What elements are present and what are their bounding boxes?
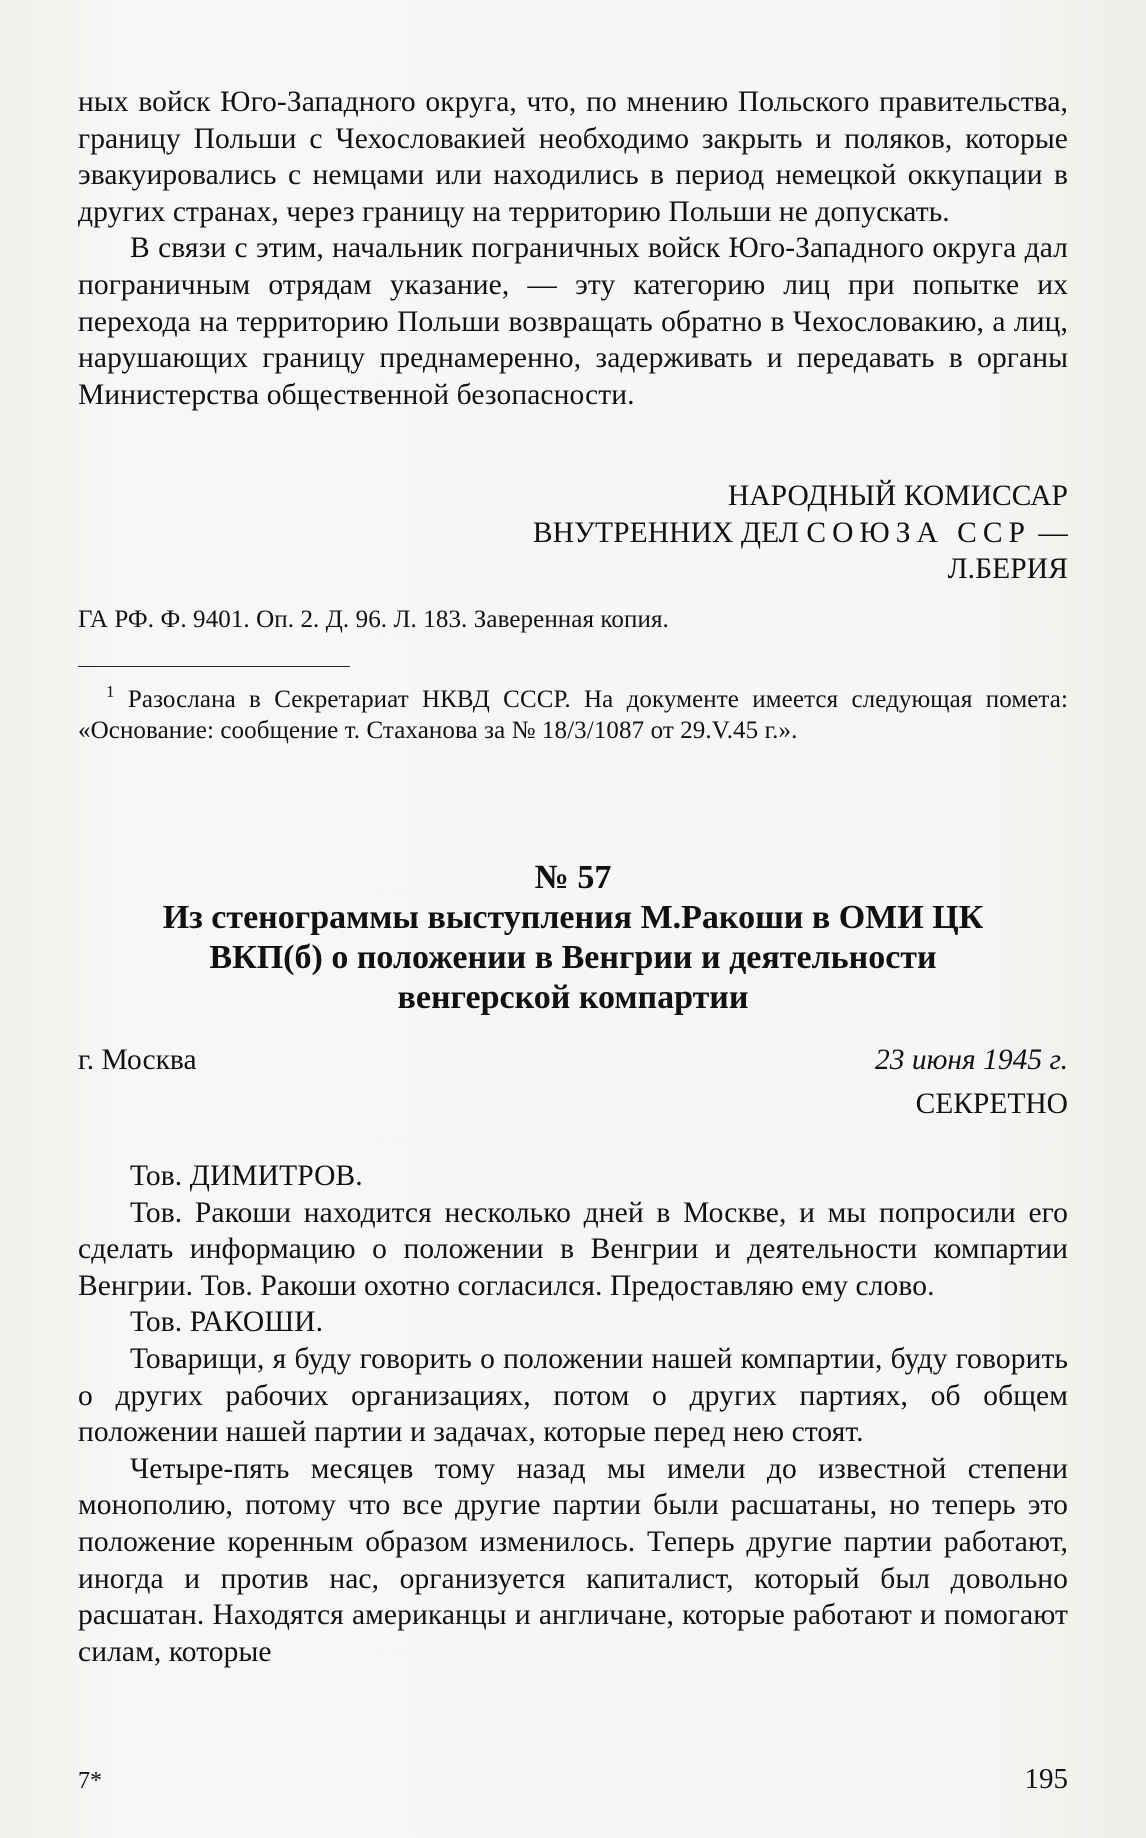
paragraph-2: В связи с этим, начальник пограничных войск Юго-Западного округа дал пограничным отрядам указание, — эту категорию лиц при попытке их перехода на территорию Польши возвращать обратно в Чехословакию, а лиц, нарушающих границу преднамеренно, задерживать и передавать в органы Министерства общественной безопасности. — [78, 232, 1068, 411]
document-title-line-3: венгерской компартии — [397, 979, 749, 1016]
page-footer — [78, 1761, 1068, 1799]
printer-signature-mark: 7* — [78, 1768, 102, 1794]
transcript-body — [78, 1158, 1068, 1670]
footnote-text: Разослана в Секретариат НКВД СССР. На документе имеется следующая помета: «Основание: сообщение т. Стаханова за № 18/3/1087 от 29.V.45 г.». — [78, 686, 1069, 744]
signature-department-prefix: ВНУТРЕННИХ ДЕЛ — [532, 516, 807, 549]
document-place: г. Москва — [78, 1044, 197, 1076]
page-number: 195 — [1024, 1763, 1068, 1795]
document-title-line-1: Из стенограммы выступления М.Ракоши в ОМИ ЦК — [162, 899, 984, 936]
footnote — [78, 684, 1068, 746]
continuation-paragraph — [78, 84, 1068, 413]
speaker-rakosi: Тов. РАКОШИ. — [130, 1306, 324, 1339]
signature-block — [78, 478, 1068, 588]
footnote-divider — [78, 666, 350, 667]
document-title-line-2: ВКП(б) о положении в Венгрии и деятельности — [209, 939, 937, 976]
signature-department-union: СОЮЗА ССР — [806, 516, 1031, 549]
classification-mark: СЕКРЕТНО — [915, 1088, 1068, 1120]
signature-department — [78, 515, 1068, 552]
footnote-marker: 1 — [106, 682, 115, 701]
signature-title: НАРОДНЫЙ КОМИССАР — [727, 480, 1068, 512]
place-date-row — [78, 1042, 1068, 1078]
speech-rakosi-1: Товарищи, я буду говорить о положении нашей компартии, буду говорить о других рабочих организациях, потом о других партиях, об общем положении нашей партии и задачах, которые перед нею стоят. — [78, 1342, 1068, 1449]
archive-reference: ГА РФ. Ф. 9401. Оп. 2. Д. 96. Л. 183. Заверенная копия. — [78, 606, 669, 633]
document-date: 23 июня 1945 г. — [874, 1044, 1068, 1076]
document-number: № 57 — [534, 859, 612, 896]
speaker-dimitrov: Тов. ДИМИТРОВ. — [130, 1160, 363, 1192]
speech-dimitrov: Тов. Ракоши находится несколько дней в Москве, и мы попросили его сделать информацию о положении в Венгрии и деятельности компартии Венгрии. Тов. Ракоши охотно согласился. Предоставляю ему слово. — [78, 1196, 1068, 1302]
speech-rakosi-2: Четыре-пять месяцев тому назад мы имели до известной степени монополию, потому что все другие партии были расшатаны, но теперь это положение коренным образом изменилось. Теперь другие партии работают, иногда и против нас, организуется капиталист, который был довольно расшатан. Находятся американцы и англичане, которые работают и помогают силам, которые — [78, 1452, 1068, 1668]
paragraph-1: ных войск Юго-Западного округа, что, по мнению Польского правительства, границу Польши с Чехословакией необходимо закрыть и поляков, которые эвакуировались с немцами или находились в период немецкой оккупации в других странах, через границу на территорию Польши не допускать. — [78, 86, 1068, 228]
document-title — [78, 898, 1068, 1018]
signature-department-suffix: — — [1030, 516, 1068, 549]
signature-name: Л.БЕРИЯ — [947, 553, 1068, 586]
